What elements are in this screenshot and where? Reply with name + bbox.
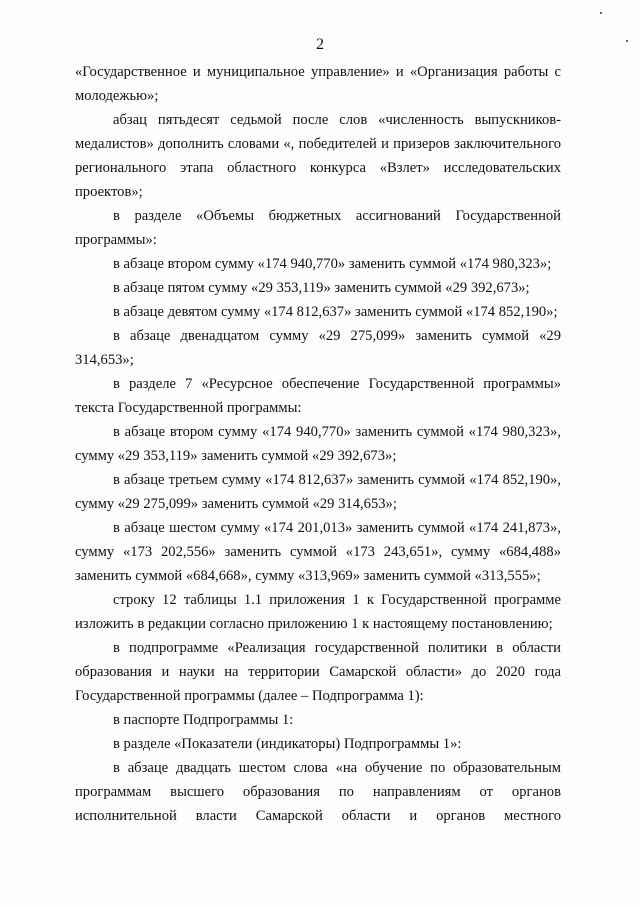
paragraph: в абзаце пятом сумму «29 353,119» заменить суммой «29 392,673»; xyxy=(113,280,530,296)
paragraph: строку 12 таблицы 1.1 приложения 1 к Государственной программе изложить в редакции согласно приложению 1 к настоящему постановлению; xyxy=(75,592,561,632)
paragraph: в паспорте Подпрограммы 1: xyxy=(113,712,294,728)
document-body xyxy=(75,60,561,828)
paragraph: в абзаце втором сумму «174 940,770» заменить суммой «174 980,323»; xyxy=(113,256,552,272)
paragraph: в абзаце шестом сумму «174 201,013» заменить суммой «174 241,873», сумму «173 202,556» заменить суммой «173 243,651», сумму «684,488» заменить суммой «684,668», сумму «313,969» заменить суммой «313,555»; xyxy=(75,520,561,584)
page-number: 2 xyxy=(316,36,324,53)
paragraph: в абзаце девятом сумму «174 812,637» заменить суммой «174 852,190»; xyxy=(113,304,558,320)
paragraph: в разделе 7 «Ресурсное обеспечение Государственной программы» текста Государственной программы: xyxy=(75,376,561,416)
paragraph: в абзаце двенадцатом сумму «29 275,099» заменить суммой «29 314,653»; xyxy=(75,328,561,368)
paragraph: в абзаце третьем сумму «174 812,637» заменить суммой «174 852,190», сумму «29 275,099» заменить суммой «29 314,653»; xyxy=(75,472,561,512)
paragraph: в разделе «Объемы бюджетных ассигнований Государственной программы»: xyxy=(75,208,561,248)
scan-speck xyxy=(626,40,628,42)
paragraph: абзац пятьдесят седьмой после слов «численность выпускников-медалистов» дополнить словами «, победителей и призеров заключительного регионального этапа областного конкурса «Взлет» исследовательских проектов»; xyxy=(75,112,561,200)
paragraph: в абзаце двадцать шестом слова «на обучение по образовательным программам высшего образования по направлениям от органов исполнительной власти Самарской области и органов местного xyxy=(75,760,561,824)
paragraph: в разделе «Показатели (индикаторы) Подпрограммы 1»: xyxy=(113,736,462,752)
scan-speck xyxy=(600,12,602,14)
paragraph: в абзаце втором сумму «174 940,770» заменить суммой «174 980,323», сумму «29 353,119» заменить суммой «29 392,673»; xyxy=(75,424,561,464)
paragraph: «Государственное и муниципальное управление» и «Организация работы с молодежью»; xyxy=(75,64,561,104)
paragraph: в подпрограмме «Реализация государственной политики в области образования и науки на территории Самарской области» до 2020 года Государственной программы (далее – Подпрограмма 1): xyxy=(75,640,561,704)
